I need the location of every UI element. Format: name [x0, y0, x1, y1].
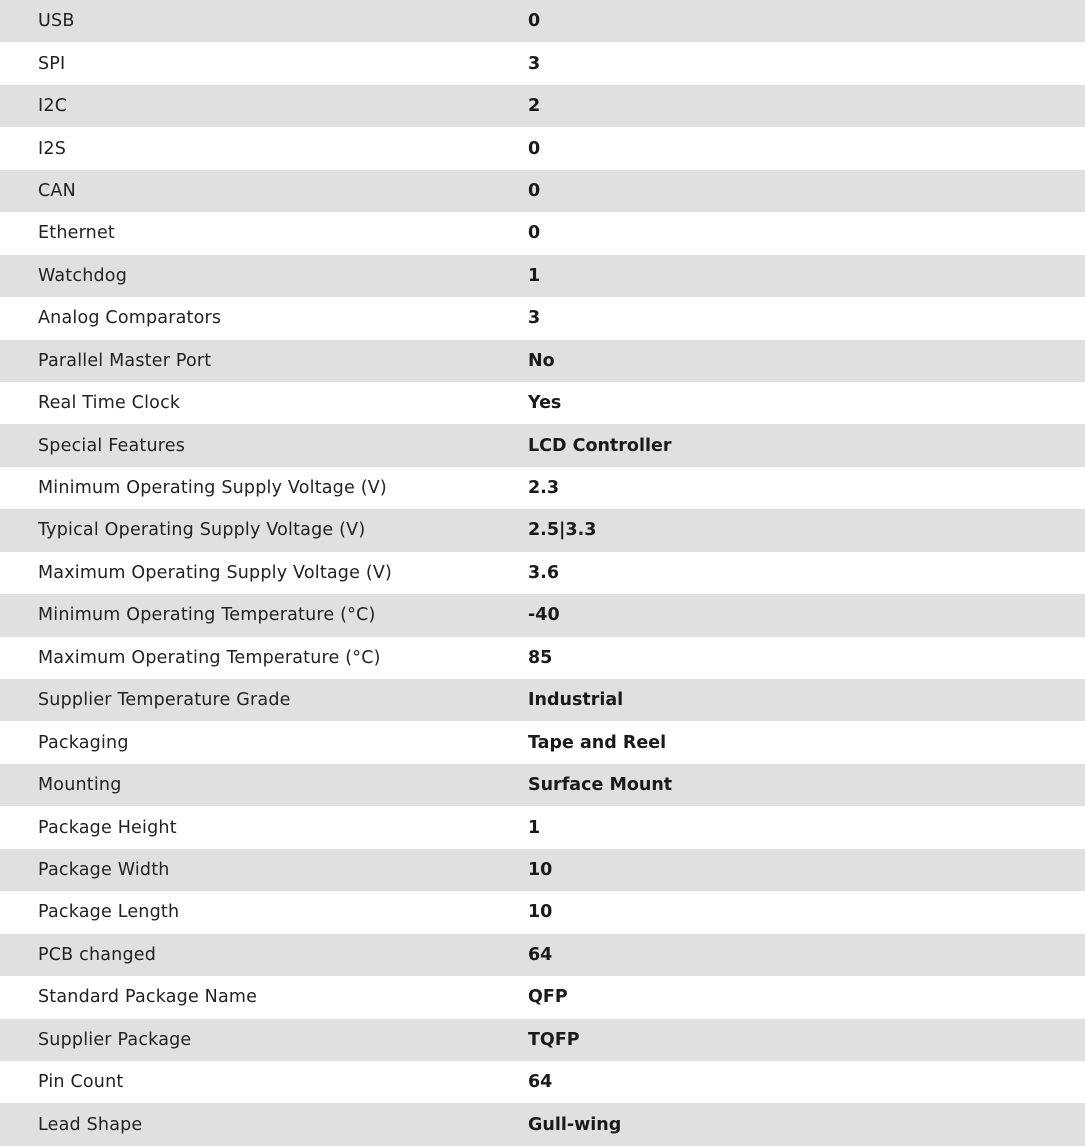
spec-label: Package Length — [38, 902, 180, 923]
spec-label: Typical Operating Supply Voltage (V) — [38, 520, 366, 541]
spec-row-packaging — [0, 721, 1085, 763]
spec-label: Parallel Master Port — [38, 350, 212, 371]
spec-value: 64 — [528, 1072, 553, 1093]
spec-label: Package Width — [38, 859, 170, 880]
spec-row-can — [0, 170, 1085, 212]
spec-row-parallel-master-port — [0, 340, 1085, 382]
spec-value: 2.5|3.3 — [528, 520, 597, 541]
spec-value: Tape and Reel — [528, 732, 667, 753]
spec-row-mounting — [0, 764, 1085, 806]
spec-row-min-supply-voltage — [0, 467, 1085, 509]
spec-value: 64 — [528, 944, 553, 965]
spec-label: Pin Count — [38, 1072, 124, 1093]
spec-row-spi — [0, 42, 1085, 84]
spec-label: Minimum Operating Temperature (°C) — [38, 605, 376, 626]
spec-value: TQFP — [528, 1029, 580, 1050]
spec-label: PCB changed — [38, 944, 157, 965]
spec-label: Analog Comparators — [38, 308, 222, 329]
spec-row-usb — [0, 0, 1085, 42]
spec-value: 0 — [528, 180, 541, 201]
spec-value: Industrial — [528, 690, 624, 711]
spec-row-package-length — [0, 891, 1085, 933]
spec-label: I2C — [38, 96, 68, 117]
spec-row-standard-package-name — [0, 976, 1085, 1018]
spec-row-max-temperature — [0, 637, 1085, 679]
spec-row-max-supply-voltage — [0, 552, 1085, 594]
spec-value: LCD Controller — [528, 435, 672, 456]
spec-row-i2s — [0, 127, 1085, 169]
spec-row-supplier-package — [0, 1019, 1085, 1061]
spec-value: 3.6 — [528, 562, 560, 583]
spec-label: CAN — [38, 180, 76, 201]
spec-value: -40 — [528, 605, 560, 626]
spec-label: Maximum Operating Temperature (°C) — [38, 647, 381, 668]
spec-label: Special Features — [38, 435, 186, 456]
spec-row-watchdog — [0, 255, 1085, 297]
spec-value: Yes — [528, 393, 562, 414]
spec-row-package-width — [0, 849, 1085, 891]
spec-row-real-time-clock — [0, 382, 1085, 424]
spec-value: 10 — [528, 902, 553, 923]
spec-value: 0 — [528, 11, 541, 32]
spec-value: Surface Mount — [528, 775, 673, 796]
spec-value: Gull-wing — [528, 1114, 622, 1135]
spec-label: Mounting — [38, 775, 122, 796]
spec-label: Watchdog — [38, 265, 128, 286]
spec-row-analog-comparators — [0, 297, 1085, 339]
spec-row-pcb-changed — [0, 934, 1085, 976]
spec-value: QFP — [528, 987, 568, 1008]
spec-value: 2 — [528, 96, 541, 117]
spec-label: Lead Shape — [38, 1114, 143, 1135]
spec-row-i2c — [0, 85, 1085, 127]
spec-row-min-temperature — [0, 594, 1085, 636]
spec-row-temperature-grade — [0, 679, 1085, 721]
spec-label: Real Time Clock — [38, 393, 181, 414]
spec-value: 2.3 — [528, 478, 560, 499]
spec-row-lead-shape — [0, 1103, 1085, 1145]
spec-value: No — [528, 350, 555, 371]
spec-label: I2S — [38, 138, 67, 159]
spec-label: Package Height — [38, 817, 177, 838]
spec-label: Supplier Package — [38, 1029, 192, 1050]
spec-value: 0 — [528, 223, 541, 244]
spec-row-typ-supply-voltage — [0, 509, 1085, 551]
spec-label: Ethernet — [38, 223, 115, 244]
spec-label: Minimum Operating Supply Voltage (V) — [38, 478, 387, 499]
spec-label: USB — [38, 11, 75, 32]
spec-row-special-features — [0, 424, 1085, 466]
spec-label: Packaging — [38, 732, 129, 753]
spec-row-package-height — [0, 806, 1085, 848]
spec-label: SPI — [38, 53, 66, 74]
spec-value: 3 — [528, 53, 541, 74]
spec-value: 85 — [528, 647, 553, 668]
spec-row-ethernet — [0, 212, 1085, 254]
spec-value: 1 — [528, 817, 541, 838]
spec-value: 1 — [528, 265, 541, 286]
spec-value: 3 — [528, 308, 541, 329]
spec-value: 10 — [528, 859, 553, 880]
spec-label: Standard Package Name — [38, 987, 258, 1008]
spec-label: Supplier Temperature Grade — [38, 690, 291, 711]
spec-value: 0 — [528, 138, 541, 159]
spec-label: Maximum Operating Supply Voltage (V) — [38, 562, 393, 583]
spec-row-pin-count — [0, 1061, 1085, 1103]
